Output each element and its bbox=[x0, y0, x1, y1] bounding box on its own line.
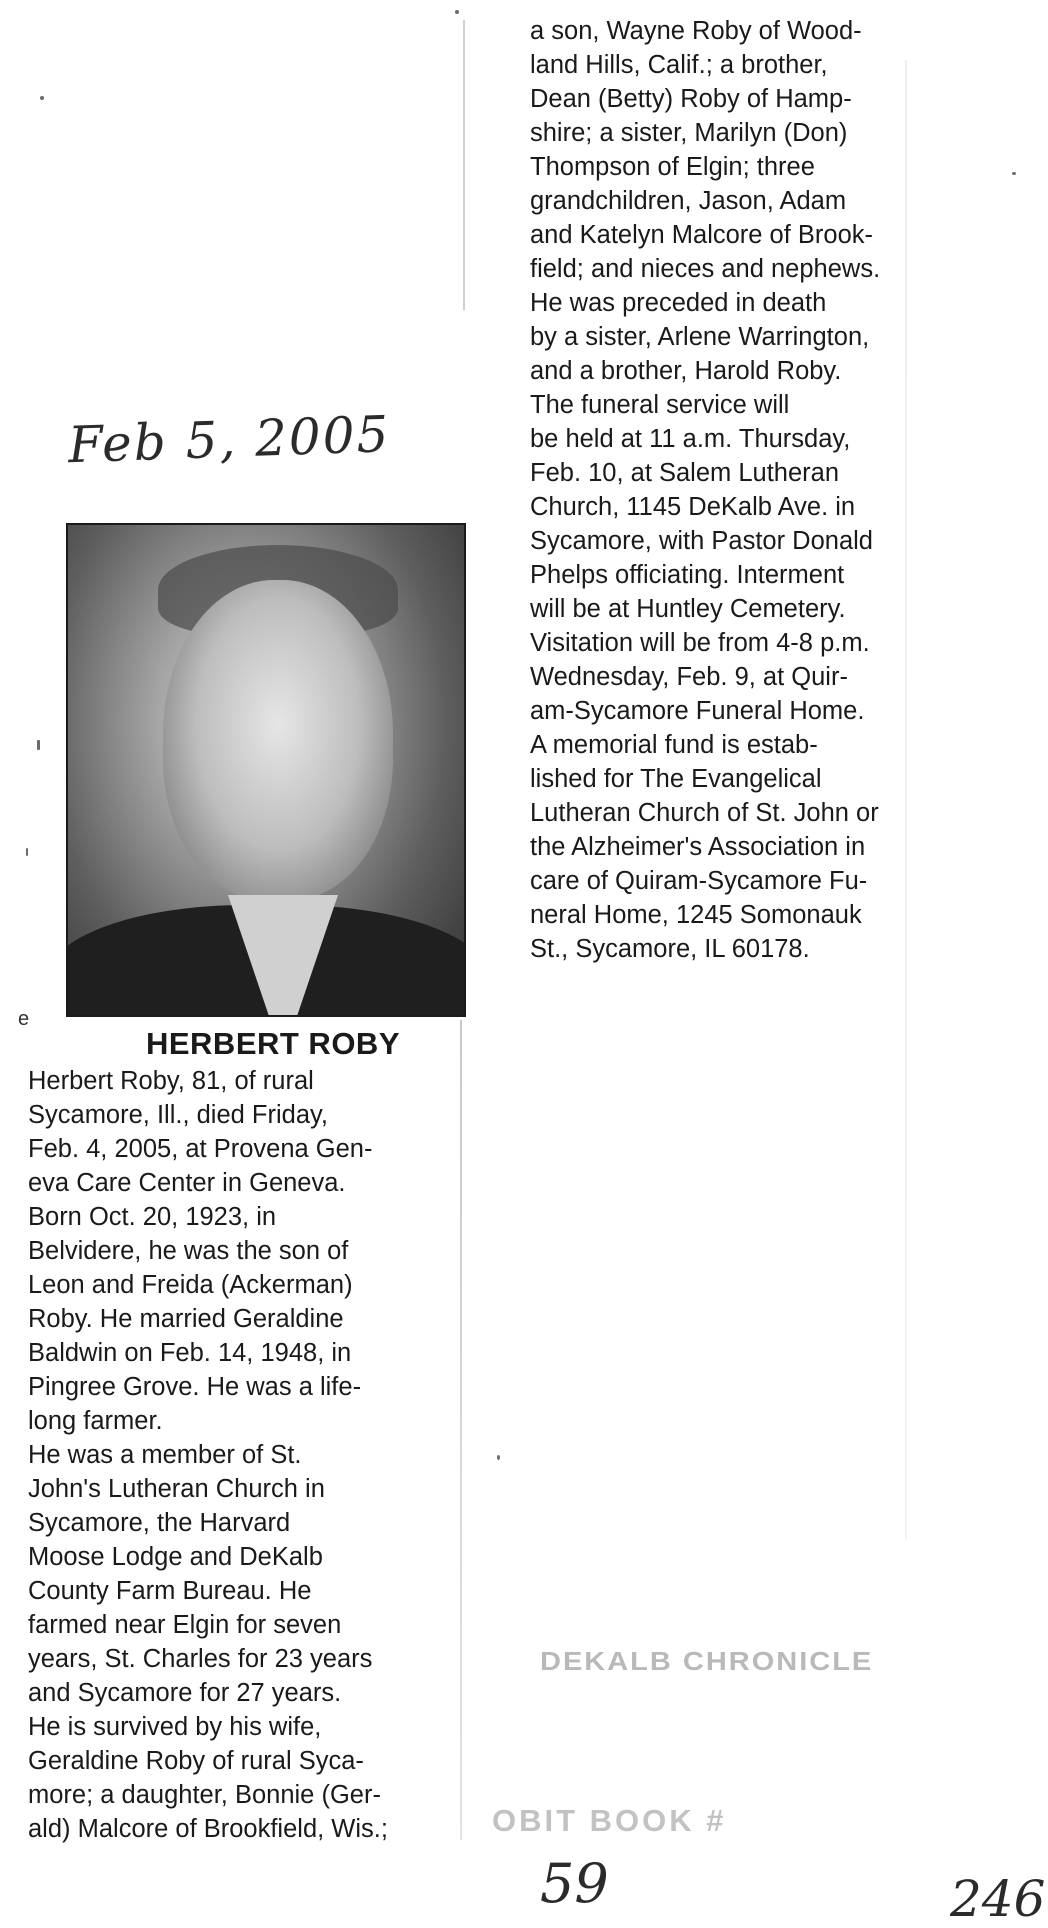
handwritten-corner-number: 246 bbox=[950, 1870, 1046, 1928]
obituary-paragraph: He is survived by his wife, Geraldine Roby of rural Syca- more; a daughter, Bonnie (Ger- ald) Malcore of Brookfield, Wis.; bbox=[28, 1713, 388, 1843]
obit-book-stamp: OBIT BOOK # bbox=[492, 1803, 727, 1838]
newspaper-stamp: DEKALB CHRONICLE bbox=[540, 1647, 874, 1677]
scan-speck bbox=[26, 848, 28, 856]
margin-letter: e bbox=[18, 1008, 30, 1030]
scan-speck bbox=[37, 740, 40, 750]
obituary-right-column bbox=[530, 14, 920, 966]
scan-speck bbox=[1012, 172, 1016, 175]
obituary-paragraph: He was a member of St. John's Lutheran Church in Sycamore, the Harvard Moose Lodge and DeKalb County Farm Bureau. He farmed near Elgin for seven years, St. Charles for 23 years and Sycamore for 27 years. bbox=[28, 1441, 373, 1707]
obituary-paragraph: Born Oct. 20, 1923, in Belvidere, he was the son of Leon and Freida (Ackerman) Roby. He married Geraldine Baldwin on Feb. 14, 1948, in Pingree Grove. He was a life- long farmer. bbox=[28, 1203, 362, 1435]
portrait-photo bbox=[66, 523, 466, 1017]
obituary-headline: HERBERT ROBY bbox=[145, 1026, 400, 1061]
obituary-paragraph: Herbert Roby, 81, of rural Sycamore, Ill., died Friday, Feb. 4, 2005, at Provena Gen- eva Care Center in Geneva. bbox=[28, 1067, 373, 1197]
scan-speck bbox=[455, 10, 459, 14]
handwritten-date: Feb 5, 2005 bbox=[67, 405, 392, 475]
obituary-left-column bbox=[28, 1026, 448, 1846]
scan-speck bbox=[40, 96, 44, 100]
obituary-paragraph: A memorial fund is estab- lished for The Evangelical Lutheran Church of St. John or the Alzheimer's Association in care of Quiram-Sycamore Fu- neral Home, 1245 Somonauk St., Sycamore, IL 60178. bbox=[530, 731, 879, 963]
obituary-paragraph: The funeral service will be held at 11 a.m. Thursday, Feb. 10, at Salem Lutheran Church, 1145 DeKalb Ave. in Sycamore, with Pastor Donald Phelps officiating. Interment will be at Huntley Cemetery. Visitation will be from 4-8 p.m. Wednesday, Feb. 9, at Quir- am-Sycamore Funeral Home. bbox=[530, 391, 873, 725]
photo-face bbox=[163, 580, 393, 900]
handwritten-book-number: 59 bbox=[540, 1852, 609, 1915]
obituary-paragraph: a son, Wayne Roby of Wood- land Hills, Calif.; a brother, Dean (Betty) Roby of Hamp- shire; a sister, Marilyn (Don) Thompson of Elgin; three grandchildren, Jason, Adam and Katelyn Malcore of Brook- field; and nieces and nephews. bbox=[530, 17, 881, 283]
column-rule bbox=[463, 20, 465, 310]
scan-speck bbox=[497, 1455, 500, 1460]
column-rule bbox=[460, 1020, 462, 1840]
obituary-paragraph: He was preceded in death by a sister, Arlene Warrington, and a brother, Harold Roby. bbox=[530, 289, 870, 385]
